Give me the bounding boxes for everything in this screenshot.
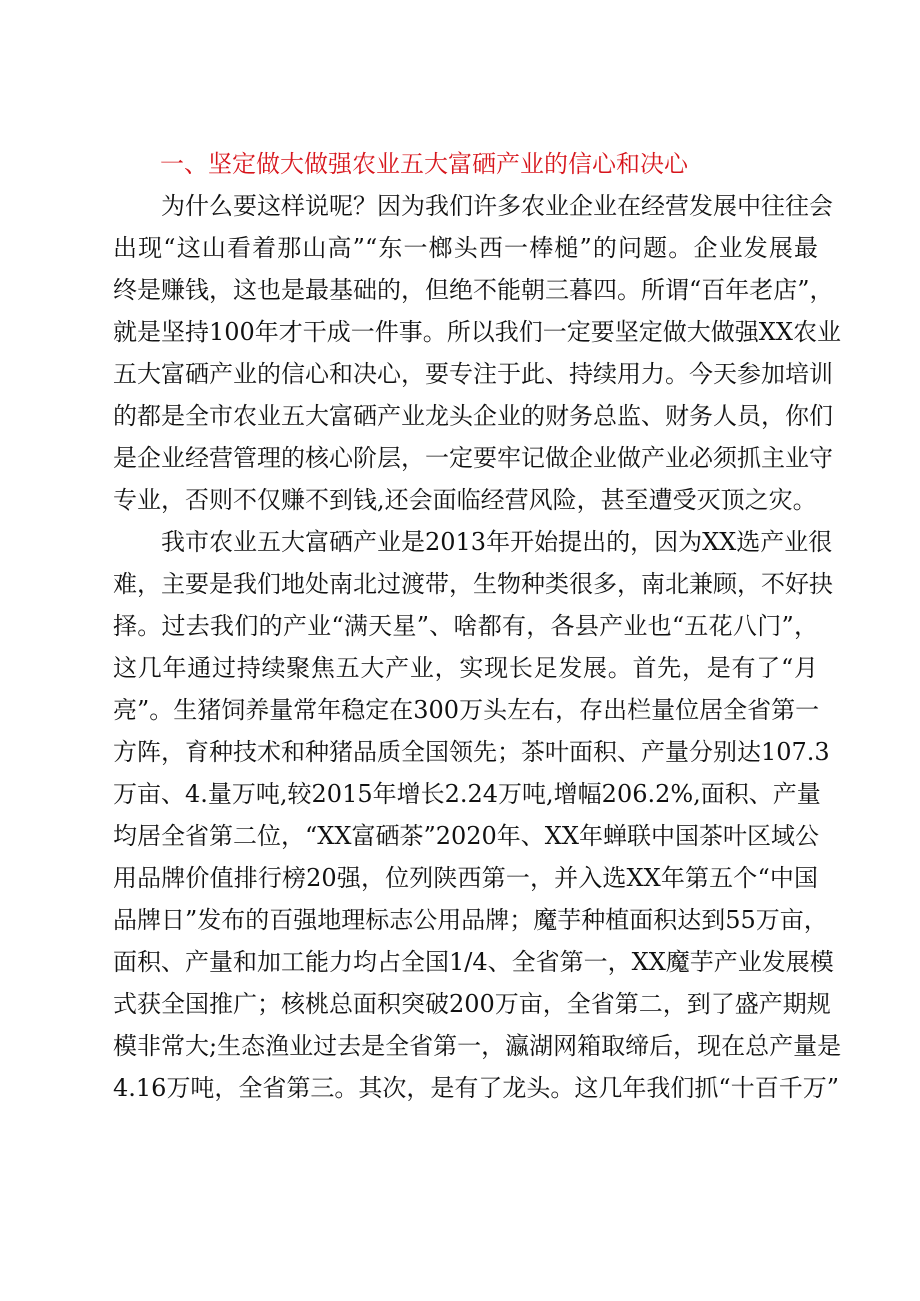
text-line: 终是赚钱，这也是最基础的，但绝不能朝三暮四。所谓“百年老店”， xyxy=(113,276,834,304)
text-line: 品牌日”发布的百强地理标志公用品牌；魔芋种植面积达到55万亩， xyxy=(113,906,828,934)
text-line: 万亩、4.量万吨,较2015年增长2.24万吨,增幅206.2%,面积、产量 xyxy=(113,780,821,808)
text-line: 亮”。生猪饲养量常年稳定在300万头左右，存出栏量位居全省第一 xyxy=(113,696,820,724)
text-line: 用品牌价值排行榜20强，位列陕西第一，并入选XX年第五个“中国 xyxy=(113,864,818,892)
text-line: 这几年通过持续聚焦五大产业，实现长足发展。首先，是有了“月 xyxy=(113,654,818,682)
text-line: 难，主要是我们地处南北过渡带，生物种类很多，南北兼顾，不好抉 xyxy=(113,570,833,598)
paragraph-1 xyxy=(113,185,841,521)
text-line: 的都是全市农业五大富硒产业龙头企业的财务总监、财务人员，你们 xyxy=(113,402,833,430)
text-line: 我市农业五大富硒产业是2013年开始提出的，因为XX选产业很 xyxy=(161,528,833,556)
text-line: 五大富硒产业的信心和决心，要专注于此、持续用力。今天参加培训 xyxy=(113,360,833,388)
text-line: 面积、产量和加工能力均占全国1/4、全省第一，XX魔芋产业发展模 xyxy=(113,948,834,976)
text-line: 模非常大;生态渔业过去是全省第一，瀛湖网箱取缔后，现在总产量是 xyxy=(113,1032,842,1060)
text-line: 专业，否则不仅赚不到钱,还会面临经营风险，甚至遭受灭顶之灾。 xyxy=(113,486,817,514)
section-heading: 一、坚定做大做强农业五大富硒产业的信心和决心 xyxy=(160,150,688,178)
text-line: 出现“这山看着那山高”“东一榔头西一棒槌”的问题。企业发展最 xyxy=(113,234,818,262)
text-line: 方阵，育种技术和种猪品质全国领先；茶叶面积、产量分别达107.3 xyxy=(113,738,830,766)
text-line: 择。过去我们的产业“满天星”、啥都有，各县产业也“五花八门”， xyxy=(113,612,818,640)
text-line: 就是坚持100年才干成一件事。所以我们一定要坚定做大做强XX农业 xyxy=(113,318,841,346)
text-line: 4.16万吨，全省第三。其次，是有了龙头。这几年我们抓“十百千万” xyxy=(113,1074,839,1102)
paragraph-2 xyxy=(113,521,842,1109)
text-line: 式获全国推广；核桃总面积突破200万亩，全省第二，到了盛产期规 xyxy=(113,990,831,1018)
text-line: 均居全省第二位，“XX富硒茶”2020年、XX年蝉联中国茶叶区域公 xyxy=(113,822,819,850)
text-line: 是企业经营管理的核心阶层，一定要牢记做企业做产业必须抓主业守 xyxy=(113,444,833,472)
text-line: 为什么要这样说呢？因为我们许多农业企业在经营发展中往往会 xyxy=(161,192,833,220)
